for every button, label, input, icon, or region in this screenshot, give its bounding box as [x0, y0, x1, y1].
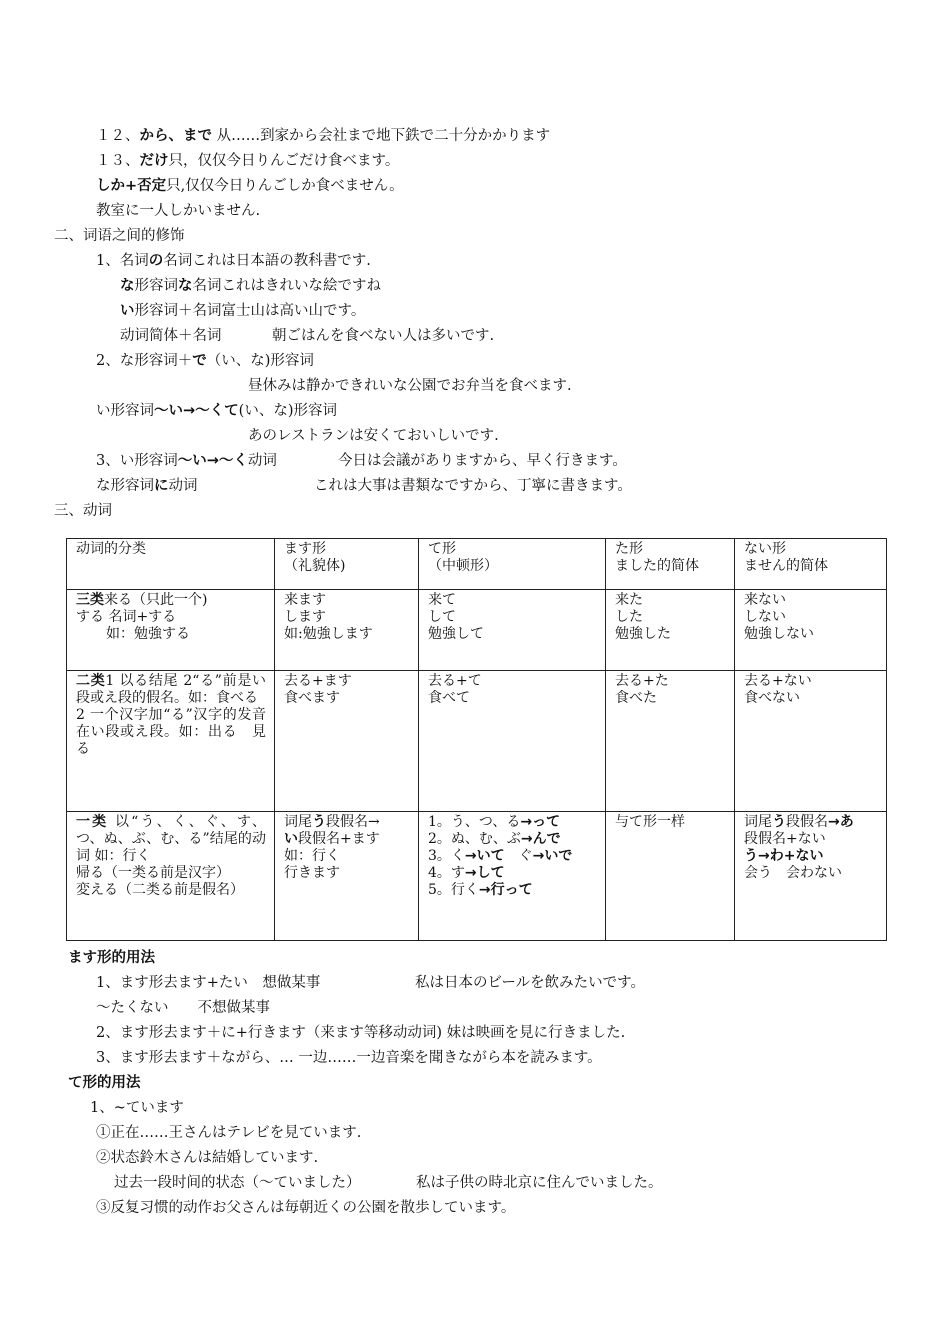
grammar-line-13 [96, 151, 399, 171]
cell-text: 如：勉強する [106, 626, 190, 642]
item-number: １３、 [96, 153, 140, 169]
cell-text: 如：行く [284, 848, 340, 864]
line-text: 形容词＋名词富士山は高い山です。 [134, 303, 366, 319]
modifier-line-i-kute [96, 401, 337, 421]
line-text: 动词 [168, 478, 198, 494]
line-text: 2、な形容词＋ [96, 353, 193, 369]
example-line: 私は日本のビールを飲みたいです。 [415, 975, 645, 991]
cell-text: します [284, 609, 326, 625]
keyword: う [772, 814, 786, 830]
keyword: →して [464, 865, 505, 881]
table-cell [735, 590, 887, 671]
modifier-line-na-ni [96, 476, 198, 496]
usage-line: 1、ます形去ます+たい 想做某事 [96, 975, 321, 991]
example-line: あのレストランは安くておいしいです. [248, 428, 499, 444]
usage-line: ①正在……王さんはテレビを見ています. [96, 1125, 362, 1141]
cell-text: 段假名→ [326, 814, 380, 830]
line-text: 名词これはきれいな絵ですね [192, 278, 381, 294]
cell-text: しない [744, 609, 786, 625]
cell-text: 去る+て [428, 673, 482, 689]
cell-text: 食べた [615, 690, 657, 706]
section-heading: 二、词语之间的修饰 [54, 228, 185, 244]
modifier-line-noun [96, 251, 371, 271]
header-label: て形 [428, 541, 456, 557]
line-text: 从……到家から会社まで地下鉄で二十分かかります [216, 128, 551, 144]
header-cell [67, 539, 275, 590]
table-row [67, 590, 887, 671]
keyword: の [148, 253, 164, 269]
line-text: 1、名词 [96, 253, 149, 269]
category-cell [67, 671, 275, 812]
usage-line: ③反复习惯的动作お父さんは毎朝近くの公園を散歩しています。 [96, 1200, 516, 1216]
cell-text: 1。う、つ、る [428, 814, 521, 830]
header-sublabel: ません的简体 [744, 558, 828, 574]
table-cell [735, 671, 887, 812]
keyword: い [120, 303, 135, 319]
keyword: な [120, 278, 135, 294]
example-line: 私は子供の時北京に住んでいました。 [416, 1175, 663, 1191]
cell-text: 去る+ます [284, 673, 352, 689]
usage-line: ～たくない 不想做某事 [96, 1000, 270, 1016]
category-cell [67, 590, 275, 671]
section-heading [68, 948, 155, 968]
header-cell [606, 539, 735, 590]
keyword: →って [520, 814, 561, 830]
line-text: 形容词 [134, 278, 178, 294]
header-sublabel: ました的简体 [615, 558, 699, 574]
line-text: 动词 [247, 453, 277, 469]
table-cell [606, 812, 735, 941]
table-row [67, 812, 887, 941]
keyword: う→わ+ない [744, 848, 824, 864]
keyword: →あ [828, 814, 854, 830]
category-label: 二类 [76, 673, 106, 689]
usage-line: ②状态鈴木さんは結婚しています. [96, 1150, 319, 1166]
cell-text: 食べない [744, 690, 800, 706]
table-cell [606, 671, 735, 812]
heading-text: て形的用法 [68, 1075, 141, 1091]
cell-text: 勉強した [615, 626, 671, 642]
keyword: な [178, 278, 193, 294]
table-cell [606, 590, 735, 671]
keyword: ～い→～くて [154, 403, 239, 419]
keyword: に [154, 478, 169, 494]
cell-text: 来て [428, 592, 456, 608]
header-cell [275, 539, 419, 590]
cell-text: 5。行く [428, 882, 479, 898]
cell-text: 词尾 [744, 814, 772, 830]
example-line: 今日は会議がありますから、早く行きます。 [338, 453, 627, 469]
cell-text: 词尾 [284, 814, 312, 830]
cell-text: 以“う、く、ぐ、す、つ、ぬ、ぶ、む、る”结尾的动词 如：行く [76, 814, 266, 864]
header-label: 动词的分类 [76, 541, 146, 557]
cell-text: 去る+ない [744, 673, 812, 689]
cell-text: 食べて [428, 690, 470, 706]
table-cell [275, 671, 419, 812]
line-text: い形容词 [96, 403, 154, 419]
category-label: 一类 [76, 814, 109, 830]
cell-text: 来る（只此一个) [104, 592, 208, 608]
keyword: →いて [464, 848, 505, 864]
usage-line: 2、ます形去ます＋に+行きます（来ます等移动动词) 妹は映画を見に行きました. [96, 1025, 626, 1041]
category-cell [67, 812, 275, 941]
cell-text: 段假名+ない [744, 831, 826, 847]
header-label: ない形 [744, 541, 786, 557]
table-cell [419, 671, 606, 812]
section-heading: 三、动词 [54, 503, 112, 519]
cell-text: 来ない [744, 592, 786, 608]
table-cell [735, 812, 887, 941]
modifier-line-na-de [96, 351, 314, 371]
cell-text: 会う 会わない [744, 865, 842, 881]
example-line: 昼休みは静かできれいな公園でお弁当を食べます. [248, 378, 572, 394]
table-cell [275, 590, 419, 671]
keyword: から、まで [139, 128, 212, 144]
cell-text: 4。す [428, 865, 465, 881]
keyword: →んで [520, 831, 561, 847]
keyword: で [192, 353, 207, 369]
cell-text: する 名词+する [76, 609, 177, 625]
cell-text: 帰る（一类る前是汉字） [76, 865, 230, 881]
table-cell [275, 812, 419, 941]
keyword: う [312, 814, 326, 830]
line-text: （い、な)形容词 [206, 353, 314, 369]
example-line: これは大事は書類なですから、丁寧に書きます。 [314, 478, 632, 494]
keyword: →行って [478, 882, 533, 898]
table-row [67, 671, 887, 812]
cell-text: 来た [615, 592, 643, 608]
line-text: な形容词 [96, 478, 154, 494]
heading-text: ます形的用法 [68, 950, 155, 966]
grammar-line-shika [96, 176, 404, 196]
modifier-line-i-ku [96, 451, 277, 471]
section-heading [68, 1073, 141, 1093]
header-sublabel: （礼貌体) [284, 558, 346, 574]
line-text: 只,仅仅今日りんごしか食べません。 [166, 178, 404, 194]
usage-line: 3、ます形去ます＋ながら、… 一边……一边音楽を聞きながら本を読みます。 [96, 1050, 602, 1066]
table-header-row [67, 539, 887, 590]
cell-text: 変える（二类る前是假名） [76, 882, 244, 898]
cell-text: 2。ぬ、む、ぶ [428, 831, 521, 847]
cell-text: 行きます [284, 865, 340, 881]
modifier-line-i [120, 301, 365, 321]
cell-text: 如:勉強します [284, 626, 373, 642]
cell-text: 食べます [284, 690, 340, 706]
grammar-line-12 [96, 126, 550, 146]
item-number: １２、 [96, 128, 140, 144]
verb-conjugation-table [66, 538, 887, 941]
cell-text: 3。く [428, 848, 465, 864]
cell-text: 与て形一样 [615, 814, 685, 830]
table-cell [419, 590, 606, 671]
line-text: 名词これは日本語の教科書です. [163, 253, 371, 269]
cell-text: 勉強して [428, 626, 484, 642]
line-text: 只，仅仅今日りんごだけ食べます。 [168, 153, 400, 169]
table-cell [419, 812, 606, 941]
cell-text: 勉強しない [744, 626, 814, 642]
cell-text: 段假名 [786, 814, 828, 830]
header-label: ます形 [284, 541, 326, 557]
cell-text: 2 一个汉字加“る”汉字的发音在い段或え段。如：出る 見る [76, 707, 266, 757]
header-cell [419, 539, 606, 590]
modifier-line-verb-example: 朝ごはんを食べない人は多いです. [272, 328, 495, 344]
category-label: 三类 [76, 592, 104, 608]
keyword: い [284, 831, 298, 847]
modifier-line-na [120, 276, 381, 296]
cell-text: 1 以る结尾 2“る”前是い段或え段的假名。如：食べる [76, 673, 267, 706]
example-line: 教室に一人しかいません. [96, 203, 261, 219]
usage-line: 过去一段时间的状态（～ていました） [114, 1175, 361, 1191]
header-cell [735, 539, 887, 590]
cell-text: ぐ [504, 848, 533, 864]
keyword: ～い→～く [177, 453, 248, 469]
header-sublabel: （中顿形） [428, 558, 498, 574]
keyword: しか+否定 [96, 178, 167, 194]
cell-text: した [615, 609, 643, 625]
cell-text: 段假名+ます [298, 831, 380, 847]
keyword: だけ [139, 153, 169, 169]
header-label: た形 [615, 541, 643, 557]
cell-text: 去る+た [615, 673, 669, 689]
cell-text: 来ます [284, 592, 326, 608]
modifier-line-verb-label: 动词简体＋名词 [120, 328, 222, 344]
keyword: →いで [532, 848, 573, 864]
line-text: (い、な)形容词 [238, 403, 337, 419]
usage-line: 1、~ています [90, 1100, 184, 1116]
line-text: 3、い形容词 [96, 453, 178, 469]
cell-text: して [428, 609, 456, 625]
